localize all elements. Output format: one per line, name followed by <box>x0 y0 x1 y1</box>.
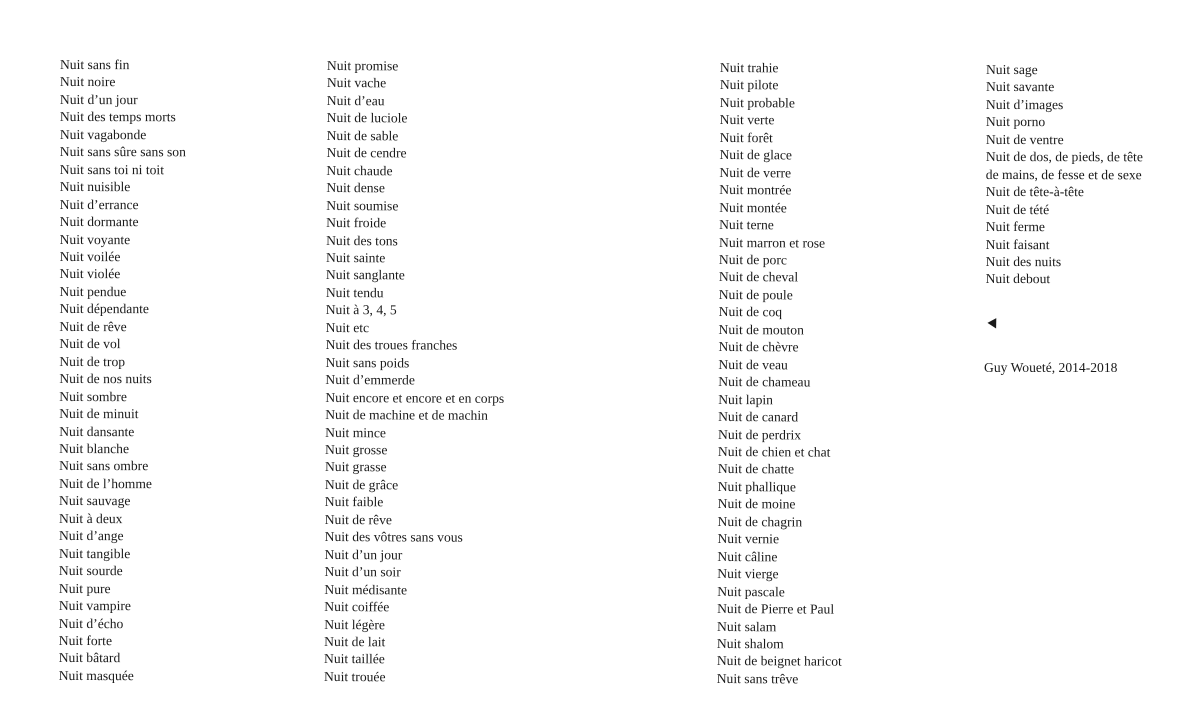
poem-line: Nuit des vôtres sans vous <box>324 529 463 545</box>
poem-line: Nuit de chatte <box>717 461 795 477</box>
poem-line: Nuit froide <box>326 215 387 231</box>
poem-line: Nuit encore et encore et en corps <box>325 389 505 406</box>
poem-line: Nuit sombre <box>59 388 127 404</box>
poem-line: Nuit sans toi ni toit <box>59 161 165 177</box>
poem-line: Nuit pilote <box>719 77 779 93</box>
poem-line: Nuit pascale <box>717 583 785 599</box>
poem-line: Nuit soumise <box>326 197 399 213</box>
poem-line: Nuit sanglante <box>325 267 405 283</box>
poem-line: Nuit montrée <box>719 182 792 198</box>
poem-line: Nuit pure <box>58 580 111 596</box>
poem-line: Nuit grosse <box>325 441 388 458</box>
poem-line: Nuit grasse <box>324 459 387 475</box>
poem-line: Nuit taillée <box>324 651 385 667</box>
poem-line: Nuit de tête-à-tête <box>985 184 1084 200</box>
poem-line: Nuit de lait <box>324 633 386 650</box>
poem-line: Nuit d’écho <box>58 615 124 631</box>
poem-line: Nuit coiffée <box>324 599 390 615</box>
poem-line: Nuit de vol <box>59 336 121 352</box>
poem-line: Nuit ferme <box>985 219 1045 235</box>
poem-line: Nuit debout <box>985 271 1051 287</box>
poem-line: Nuit de trop <box>59 353 126 369</box>
poem-line: Nuit de rêve <box>59 318 127 334</box>
poem-line: Nuit sauvage <box>59 493 131 509</box>
poem-line: Nuit médisante <box>324 581 408 597</box>
poem-line: Nuit à deux <box>59 510 123 526</box>
poem-line: Nuit dansante <box>59 423 135 439</box>
poem-line: Nuit de ventre <box>985 131 1064 147</box>
poem-line: de mains, de fesse et de sexe <box>985 166 1142 182</box>
poem-line: Nuit de minuit <box>59 406 139 422</box>
poem-line: Nuit dense <box>326 180 385 196</box>
poem-line: Nuit pendue <box>59 283 127 300</box>
poem-line: Nuit de poule <box>718 286 793 303</box>
poem-line: Nuit de chèvre <box>718 339 799 355</box>
poem-line: Nuit vierge <box>717 566 779 582</box>
poem-line: Nuit vernie <box>717 531 780 547</box>
poem-line: Nuit de perdrix <box>717 426 802 442</box>
poem-line: Nuit de cendre <box>326 145 407 161</box>
poem-line: Nuit sans ombre <box>59 458 149 474</box>
poem-line: Nuit lapin <box>718 391 774 407</box>
poem-line: Nuit d’errance <box>59 196 139 212</box>
poem-line: Nuit blanche <box>59 440 130 457</box>
poem-line: Nuit marron et rose <box>719 234 826 251</box>
poem-line: Nuit de dos, de pieds, de tête <box>985 149 1143 165</box>
poem-line: Nuit d’un jour <box>59 91 138 108</box>
poem-line: Nuit dormante <box>59 214 139 230</box>
poem-line: Nuit faisant <box>985 236 1050 252</box>
poem-line: Nuit légère <box>324 616 386 632</box>
poem-line: Nuit dépendante <box>59 301 149 317</box>
poem-line: Nuit à 3, 4, 5 <box>325 302 397 318</box>
poem-line: Nuit terne <box>719 217 774 233</box>
poem-line: Nuit tangible <box>58 545 131 561</box>
poem-line: Nuit tendu <box>325 284 384 301</box>
poem-line: Nuit de Pierre et Paul <box>717 601 835 617</box>
poem-line: Nuit de cheval <box>718 269 799 285</box>
poem-line: Nuit de verre <box>719 164 792 181</box>
poem-line: Nuit masquée <box>58 667 134 684</box>
poem-line: Nuit d’images <box>985 96 1064 113</box>
poem-line: Nuit de tété <box>985 201 1050 217</box>
poem-line: Nuit d’eau <box>326 92 385 109</box>
poem-line: Nuit sans poids <box>325 354 410 371</box>
poem-line: Nuit vache <box>326 75 387 91</box>
poem-line: Nuit sourde <box>58 563 123 579</box>
poem-line: Nuit sans fin <box>59 56 130 73</box>
poem-line: Nuit de glace <box>719 147 793 163</box>
poem-line: Nuit des nuits <box>985 253 1062 270</box>
poem-line: Nuit de nos nuits <box>59 371 152 387</box>
poem-line: Nuit d’un jour <box>324 546 403 563</box>
poem-line: Nuit de coq <box>718 304 783 320</box>
poem-line: Nuit probable <box>719 94 795 111</box>
poem-line: Nuit etc <box>325 319 370 336</box>
poem-line: Nuit de machine et de machin <box>325 407 488 423</box>
poem-line: Nuit faible <box>324 494 384 510</box>
poem-line: Nuit bâtard <box>58 650 121 666</box>
poem-line: Nuit trahie <box>719 59 779 76</box>
poem-line: Nuit salam <box>716 618 777 634</box>
poem-line: Nuit de rêve <box>324 511 392 528</box>
poem-line: Nuit de grâce <box>324 476 399 493</box>
poem-line: Nuit voilée <box>59 248 121 265</box>
poem-line: Nuit mince <box>325 424 386 440</box>
poem-line: Nuit sans sûre sans son <box>59 144 186 160</box>
poem-line: Nuit de chameau <box>718 374 811 390</box>
poem-line: Nuit noire <box>59 74 116 90</box>
poem-line: Nuit de porc <box>718 251 787 268</box>
poem-line: Nuit de mouton <box>718 321 804 338</box>
poem-line: Nuit des troues franches <box>325 337 458 353</box>
poem-line: Nuit forte <box>58 632 113 649</box>
poem-line: Nuit de chien et chat <box>717 443 831 460</box>
poem-line: Nuit câline <box>717 548 778 564</box>
poem-column-3 <box>717 59 845 688</box>
poem-line: Nuit de beignet haricot <box>716 653 842 670</box>
author-signature: Guy Woueté, 2014-2018 <box>984 360 1118 375</box>
poem-line: Nuit d’ange <box>58 528 124 544</box>
poem-column-1 <box>59 56 186 685</box>
poem-line: Nuit d’emmerde <box>325 372 415 388</box>
poem-line: Nuit sage <box>985 62 1038 78</box>
poem-line: Nuit trouée <box>323 668 386 685</box>
poem-line: Nuit shalom <box>716 635 784 652</box>
poem-line: Nuit verte <box>719 112 775 128</box>
poem-line: Nuit de chagrin <box>717 513 803 530</box>
poem-line: Nuit violée <box>59 266 121 282</box>
poem-line: Nuit d’un soir <box>324 564 401 580</box>
poem-line: Nuit montée <box>719 199 787 215</box>
poem-line: Nuit vampire <box>58 598 131 614</box>
poem-line: Nuit nuisible <box>59 179 131 195</box>
poem-line: Nuit de sable <box>326 127 399 144</box>
poem-line: Nuit de moine <box>717 496 796 512</box>
poem-line: Nuit sans trêve <box>716 670 799 687</box>
poem-line: Nuit sainte <box>325 249 386 266</box>
poem-line: Nuit des temps morts <box>59 109 176 125</box>
poem-line: Nuit de canard <box>718 409 799 425</box>
poem-line: Nuit vagabonde <box>59 126 147 142</box>
poem-line: Nuit chaude <box>326 162 393 179</box>
poem-line: Nuit savante <box>985 79 1055 95</box>
poem-line: Nuit de veau <box>718 356 788 373</box>
poem-line: Nuit phallique <box>717 478 796 495</box>
poem-line: Nuit forêt <box>719 129 773 146</box>
poem-column-2 <box>324 57 506 686</box>
poem-line: Nuit porno <box>985 114 1046 130</box>
poem-line: Nuit de l’homme <box>59 475 152 492</box>
poem-line: Nuit des tons <box>326 232 398 248</box>
poem-line: Nuit voyante <box>59 231 131 247</box>
poem-line: Nuit promise <box>326 57 399 74</box>
poem-column-4 <box>986 61 1143 288</box>
triangle-down-icon <box>987 318 1000 331</box>
poem-line: Nuit de luciole <box>326 110 408 126</box>
